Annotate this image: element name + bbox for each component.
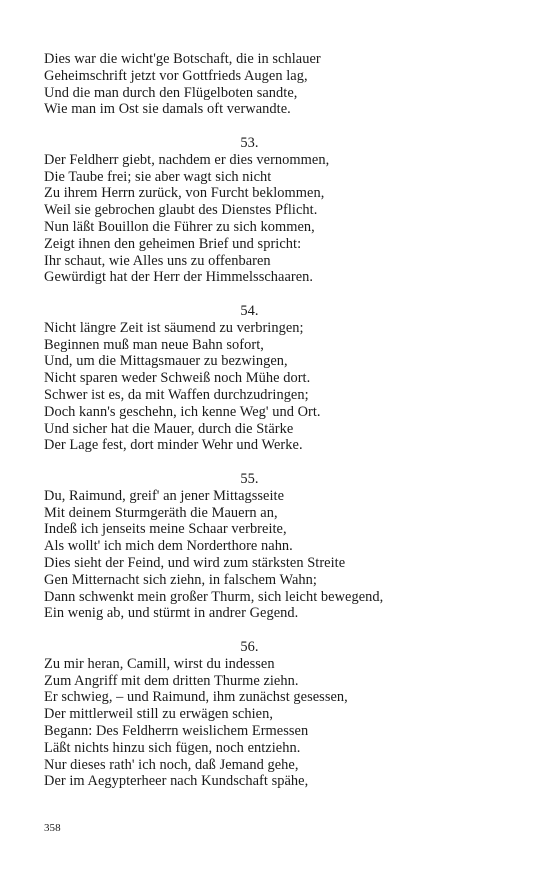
verse-line: Dann schwenkt mein großer Thurm, sich leicht bewegend, bbox=[44, 588, 384, 605]
verse-line: Zu ihrem Herrn zurück, von Furcht beklommen, bbox=[44, 185, 325, 202]
verse-line: Der Feldherr giebt, nachdem er dies vernommen, bbox=[44, 151, 330, 168]
verse-line: Gen Mitternacht sich ziehn, in falschem Wahn; bbox=[44, 571, 317, 588]
verse-line: Der mittlerweil still zu erwägen schien, bbox=[44, 706, 273, 723]
verse-line: Dies war die wicht'ge Botschaft, die in schlauer bbox=[44, 51, 321, 67]
verse-line: Mit deinem Sturmgeräth die Mauern an, bbox=[44, 504, 278, 521]
stanza-54 bbox=[44, 303, 514, 454]
verse-line: Doch kann's geschehn, ich kenne Weg' und Ort. bbox=[44, 403, 321, 420]
verse-line: Er schwieg, – und Raimund, ihm zunächst gesessen, bbox=[44, 689, 348, 706]
verse-line: Und die man durch den Flügelboten sandte, bbox=[44, 84, 298, 101]
verse-line: Weil sie gebrochen glaubt des Dienstes Pflicht. bbox=[44, 202, 318, 219]
verse-line: Gewürdigt hat der Herr der Himmelsschaaren. bbox=[44, 269, 314, 286]
stanza-number: 55. bbox=[240, 471, 259, 487]
verse-line: Nur dieses rath' ich noch, daß Jemand gehe, bbox=[44, 756, 299, 773]
verse-line: Zu mir heran, Camill, wirst du indessen bbox=[44, 655, 275, 672]
verse-line: Geheimschrift jetzt vor Gottfrieds Augen lag, bbox=[44, 67, 308, 84]
stanza-number: 53. bbox=[240, 135, 259, 151]
stanza-53 bbox=[44, 135, 514, 286]
verse-line: Indeß ich jenseits meine Schaar verbreite, bbox=[44, 521, 287, 538]
stanza-56 bbox=[44, 639, 514, 790]
verse-line: Nicht sparen weder Schweiß noch Mühe dort. bbox=[44, 370, 311, 387]
verse-line: Der Lage fest, dort minder Wehr und Werke. bbox=[44, 437, 303, 454]
verse-line: Dies sieht der Feind, und wird zum stärksten Streite bbox=[44, 554, 346, 571]
verse-line: Als wollt' ich mich dem Norderthore nahn. bbox=[44, 538, 293, 555]
verse-line: Und, um die Mittagsmauer zu bezwingen, bbox=[44, 353, 288, 370]
verse-line: Schwer ist es, da mit Waffen durchzudringen; bbox=[44, 386, 309, 403]
verse-line: Nun läßt Bouillon die Führer zu sich kommen, bbox=[44, 218, 315, 235]
stanza-number: 54. bbox=[240, 303, 259, 319]
verse-line: Nicht längre Zeit ist säumend zu verbringen; bbox=[44, 319, 304, 336]
verse-line: Läßt nichts hinzu sich fügen, noch entziehn. bbox=[44, 739, 301, 756]
verse-line: Ihr schaut, wie Alles uns zu offenbaren bbox=[44, 252, 271, 269]
verse-line: Ein wenig ab, und stürmt in andrer Gegend. bbox=[44, 605, 299, 622]
page-number: 358 bbox=[44, 822, 61, 834]
verse-line: Die Taube frei; sie aber wagt sich nicht bbox=[44, 168, 272, 185]
stanza-52-continuation bbox=[44, 51, 514, 118]
verse-line: Wie man im Ost sie damals oft verwandte. bbox=[44, 101, 291, 118]
verse-line: Zum Angriff mit dem dritten Thurme ziehn. bbox=[44, 672, 299, 689]
stanza-number: 56. bbox=[240, 639, 259, 655]
verse-line: Der im Aegypterheer nach Kundschaft spähe, bbox=[44, 773, 309, 790]
verse-line: Beginnen muß man neue Bahn sofort, bbox=[44, 336, 264, 353]
verse-line: Zeigt ihnen den geheimen Brief und spricht: bbox=[44, 235, 302, 252]
verse-line: Begann: Des Feldherrn weislichem Ermessen bbox=[44, 722, 309, 739]
verse-line: Du, Raimund, greif' an jener Mittagsseite bbox=[44, 487, 285, 504]
verse-line: Und sicher hat die Mauer, durch die Stärke bbox=[44, 420, 294, 437]
stanza-55 bbox=[44, 471, 514, 622]
